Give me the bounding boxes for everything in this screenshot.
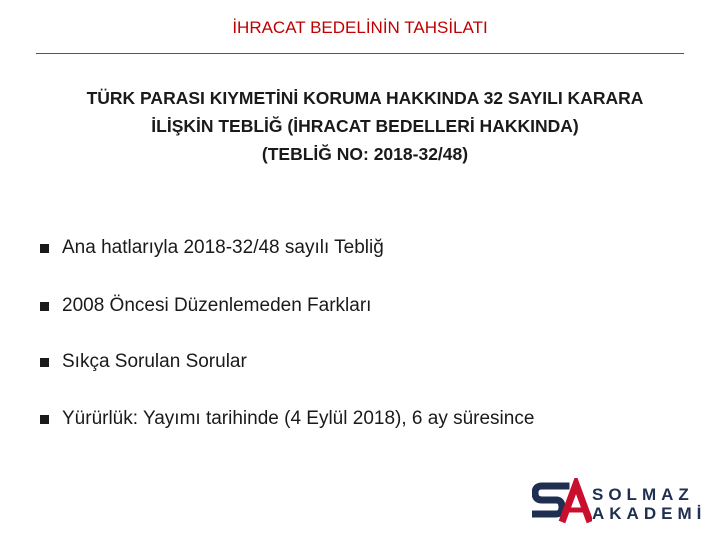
document-title-line: (TEBLİĞ NO: 2018-32/48) [261, 144, 469, 164]
square-bullet-icon [40, 244, 49, 253]
document-title-line: İLİŞKİN TEBLİĞ (İHRACAT BEDELLERİ HAKKINDA) [151, 116, 579, 136]
sa-monogram-icon [532, 478, 592, 526]
document-title [0, 84, 720, 168]
bullet-text: Yürürlük: Yayımı tarihinde (4 Eylül 2018), 6 ay süresince [62, 408, 535, 429]
logo-text-akademi: AKADEMİ [592, 504, 707, 523]
square-bullet-icon [40, 415, 49, 424]
bullet-item [40, 348, 247, 376]
document-title-line: TÜRK PARASI KIYMETİNİ KORUMA HAKKINDA 32 SAYILI KARARA [86, 88, 644, 108]
slide-header: İHRACAT BEDELİNİN TAHSİLATI [232, 18, 488, 37]
solmaz-akademi-logo [532, 478, 707, 526]
bullet-item [40, 405, 534, 433]
square-bullet-icon [40, 358, 49, 367]
bullet-text: Ana hatlarıyla 2018-32/48 sayılı Tebliğ [62, 237, 384, 258]
bullet-item [40, 234, 384, 262]
bullet-text: Sıkça Sorulan Sorular [62, 351, 247, 372]
header-divider [36, 53, 684, 54]
square-bullet-icon [40, 302, 49, 311]
bullet-text: 2008 Öncesi Düzenlemeden Farkları [62, 295, 372, 316]
logo-text-solmaz: SOLMAZ [592, 485, 694, 504]
bullet-item [40, 292, 371, 320]
